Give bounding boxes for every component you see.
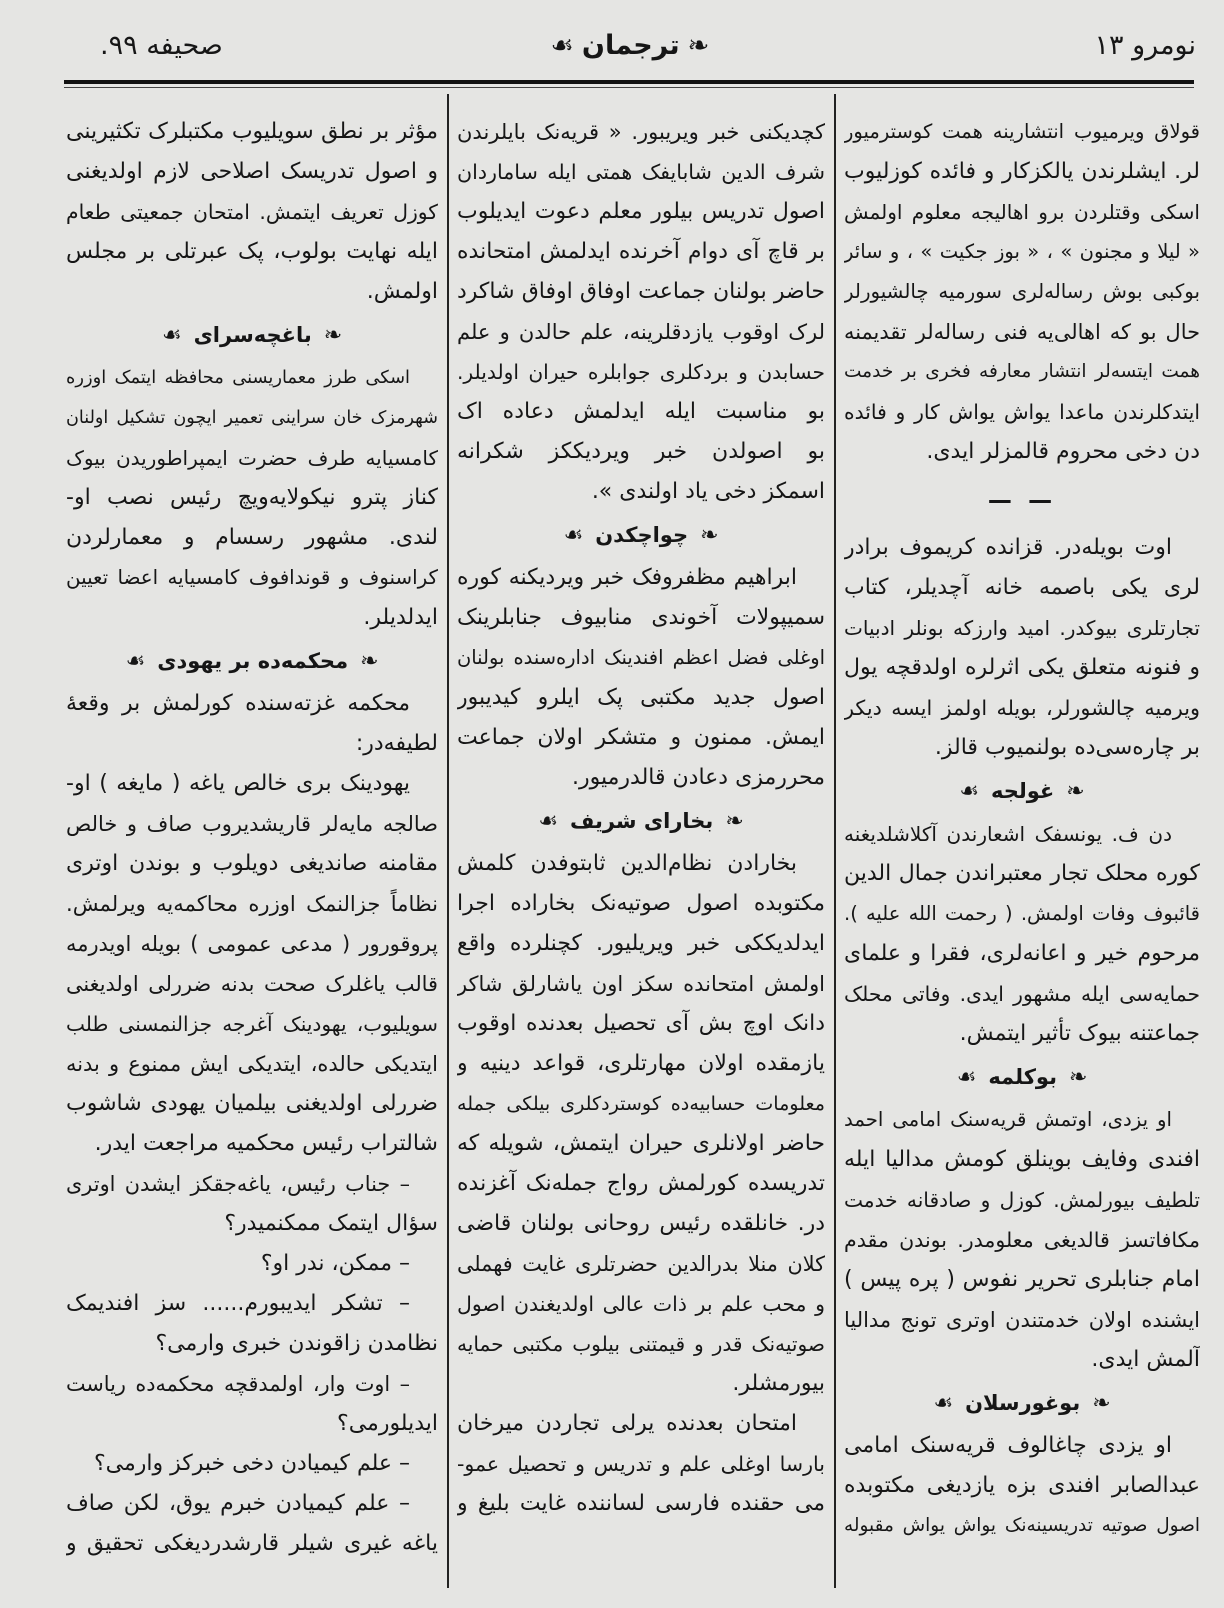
text-line: عبدالصابر افندی بزه یازدیغی مکتوبده <box>844 1473 1200 1498</box>
text-line: مقامنه صاندیغی دویلوب و بوندن اوتری <box>66 851 438 876</box>
text-line: ویرمیه چالشورلر، بویله اولمز ایسه دیکر <box>844 696 1200 720</box>
floral-ornament-icon: ☙ <box>563 523 584 548</box>
section-heading-text: غولجه <box>991 779 1055 803</box>
floral-ornament-icon: ☙ <box>933 1391 954 1416</box>
text-line: اوت بویله‌در. قزانده کریموف برادر <box>844 535 1172 560</box>
section-heading <box>457 512 825 558</box>
floral-ornament-icon: ☙ <box>125 649 146 674</box>
floral-ornament-icon: ☙ <box>959 779 979 804</box>
floral-ornament-icon: ☙ <box>161 323 182 348</box>
text-line: سمیپولات آخوندی منابیوف جنابلرینک <box>457 605 825 630</box>
page-number: صحیفه ۹۹. <box>100 30 223 61</box>
floral-ornament-icon: ☙ <box>538 809 558 834</box>
text-line: – جناب رئیس، یاغه‌جقکز ایشدن اوتری <box>66 1172 410 1196</box>
section-heading <box>457 798 825 844</box>
text-line: بیورمشلر. <box>732 1371 825 1396</box>
text-line: ایدلدیلر. <box>363 605 438 630</box>
text-line: آلمش ایدی. <box>1091 1347 1200 1372</box>
text-line: اولمش. <box>366 279 438 304</box>
text-line: یازمقده اولان مهارتلری، قواعد دینیه و <box>457 1051 825 1076</box>
text-line: – اوت وار، اولمدقچه محکمه‌ده ریاست <box>66 1372 410 1396</box>
section-heading-text: محکمه‌ده بر یهودی <box>157 649 349 673</box>
text-line: سویلیوب، یهودینک آغرجه جزالنمسنی طلب <box>66 1012 438 1036</box>
newspaper-title: ترجمان <box>581 30 680 61</box>
text-line: بر قاچ آی دوام آخرنده ایدلمش امتحانده <box>457 239 825 264</box>
text-line: لطیفه‌در: <box>355 731 438 756</box>
text-line: و محب علم بر ذات عالی اولدیغندن اصول <box>457 1292 825 1316</box>
text-line: اولمش امتحانده سکز اون یاشارلق شاکر <box>457 972 825 996</box>
text-line: قالب یاغلرک صحت بدنه ضررلی اولدیغنی <box>66 972 438 996</box>
issue-number: نومرو ۱۳ <box>1094 30 1196 61</box>
text-line: حال بو که اهالی‌یه فنی رساله‌لر تقدیمنه <box>844 320 1200 344</box>
floral-ornament-icon: ❧ <box>700 523 719 548</box>
text-line: مؤثر بر نطق سویلیوب مکتبلرک تکثیرینی <box>66 119 438 144</box>
text-line: کوره محلک تجار معتبراندن جمال الدین <box>844 861 1200 886</box>
column-right <box>844 112 1200 1546</box>
text-line: امتحان بعدنده یرلی تجاردن میرخان <box>457 1411 797 1436</box>
text-line: کلان منلا بدرالدین حضرتلری غایت فهملی <box>457 1252 825 1276</box>
text-line: حسابدن و بردکلری جوابلره حیران اولدیلر. <box>457 360 825 384</box>
text-line: بو اصولدن خبر ویردیککز شکرانه <box>457 439 825 464</box>
text-line: ایشنده اولان خدمتندن اوتری تونج مدالیا <box>844 1308 1200 1332</box>
text-line: اوغلی فضل اعظم افندینک اداره‌سنده بولنان <box>457 646 825 669</box>
text-line: حاضر بولنان جماعت اوفاق اوفاق شاکرد <box>457 279 825 304</box>
text-line: جماعتنه بیوک تأثیر ایتمش. <box>959 1021 1200 1046</box>
text-line: ایتدیکی حالده، ایتدیکی ایش ممنوع و بدنه <box>66 1052 438 1076</box>
text-line: پروقورور ( مدعی عمومی ) بویله اویدرمه <box>66 932 438 956</box>
floral-ornament-icon: ❧ <box>1066 779 1085 804</box>
text-line: صوتیه‌نک قدر و قیمتنی بیلوب مکتبی حمایه <box>457 1332 825 1356</box>
text-line: نظاماً جزالنمک اوزره محاکمه‌یه ویرلمش. <box>66 891 438 916</box>
header-rule-thin <box>64 87 1194 88</box>
text-line: افندی وفایف بوینلق کومش مدالیا ایله <box>844 1147 1200 1172</box>
text-line: کوزل تعریف ایتمش. امتحان جمعیتی طعام <box>66 200 438 224</box>
section-heading-text: بوکلمه <box>988 1065 1057 1089</box>
text-line: محررمزی دعادن قالدرمیور. <box>572 765 825 790</box>
floral-ornament-icon: ❧ <box>725 809 744 834</box>
text-line: مکتوبده اصول صوتیه‌نک بخاراده اجرا <box>457 891 825 916</box>
text-line: قائبوف وفات اولمش. ( رحمت الله علیه ). <box>844 902 1200 925</box>
text-line: شهرمزک خان سراینی تعمیر ایچون تشکیل اولنان <box>66 408 438 428</box>
text-line: لندی. مشهور رسسام و معمارلردن <box>66 525 438 550</box>
text-line: تجارتلری بیوکدر. امید وارزکه بونلر ادبیات <box>844 616 1200 640</box>
text-line: – علم کیمیادن خبرم یوق، لکن صاف <box>66 1491 410 1516</box>
text-line: شرف الدین شابایفک همتی ایله ساماردان <box>457 160 825 184</box>
section-heading <box>844 768 1200 814</box>
text-line: « لیلا و مجنون » ، « بوز جکیت » ، و سائر <box>844 240 1200 263</box>
text-line: بو مناسبت ایله ایدلمش دعاده اک <box>457 399 825 424</box>
text-line: بارسا اوغلی علم و تدریس و تحصیل عمو- <box>457 1452 825 1476</box>
text-line: همت ایتسه‌لر انتشار معارفه فخری بر خدمت <box>844 361 1200 382</box>
text-line: یهودینک بری خالص یاغه ( مایغه ) او- <box>66 771 410 796</box>
text-line: سؤال ایتمک ممکنمیدر؟ <box>224 1211 438 1236</box>
text-line: مرحوم خیر و اعانه‌لری، فقرا و علمای <box>844 941 1200 966</box>
section-heading <box>66 312 438 358</box>
text-line: می حقنده فارسی لساننده غایت بلیغ و <box>457 1491 825 1516</box>
text-line: کچدیکنی خبر ویریبور. « قریه‌نک بایلرندن <box>457 119 825 144</box>
text-line: کراسنوف و قوندافوف کامسیایه اعضا تعیین <box>66 566 438 589</box>
masthead <box>520 24 740 68</box>
text-line: ایدلدیککی خبر ویریلیور. کچنلرده واقع <box>457 931 825 956</box>
text-line: معلومات حسابیه‌ده کوستردکلری بیلکی جمله <box>457 1092 825 1115</box>
section-heading-text: بوغورسلان <box>965 1391 1081 1415</box>
section-heading-text: بخارای شریف <box>569 809 714 833</box>
text-line: تدریسده کورلمش رواج جمله‌نک آغزنده <box>457 1171 825 1196</box>
section-heading <box>844 1054 1200 1100</box>
text-line: کناز پترو نیکولایه‌ویچ رئیس نصب او- <box>66 485 438 510</box>
column-divider <box>834 94 836 1588</box>
floral-ornament-icon: ❧ <box>323 323 343 348</box>
text-line: دن ف. یونسفک اشعارندن آکلاشلدیغنه <box>844 822 1172 846</box>
text-line: قولاق ویرمیوب انتشارینه همت کوسترمیور <box>844 120 1200 143</box>
text-line: یاغه غیری شیلر قارشدردیغکی تحقیق و <box>66 1531 438 1556</box>
column-left <box>66 112 438 1564</box>
text-line: دانک اوچ بش آی تحصیل بعدنده اوقوب <box>457 1011 825 1036</box>
text-line: اسمکز دخی یاد اولندی ». <box>591 479 825 504</box>
text-line: – تشکر ایدیبورم...... سز افندیمک <box>66 1291 410 1316</box>
column-middle <box>457 112 825 1524</box>
text-line: محکمه غزته‌سنده کورلمش بر وقعهٔ <box>66 691 410 716</box>
text-line: ایتدکلرندن ماعدا یواش یواش کار و فائده <box>844 400 1200 424</box>
text-line: اصول جدید مکتبی پک ایلرو کیدیبور <box>457 685 825 710</box>
section-divider: — — <box>987 486 1057 514</box>
floral-ornament-icon: ❧ <box>1092 1391 1111 1416</box>
text-line: بخارادن نظام‌الدین ثابتوفدن کلمش <box>457 851 797 876</box>
text-line: تلطیف بیورلمش. کوزل و صادقانه خدمت <box>844 1188 1200 1212</box>
text-line: اصول تدریس بیلور معلم دعوت ایدیلوب <box>457 199 825 224</box>
text-line: در. خانلقده رئیس روحانی بولنان قاضی <box>457 1211 825 1236</box>
text-line: اصول صوتیه تدریسینه‌نک یواش یواش مقبوله <box>844 1515 1200 1536</box>
text-line: صالجه مایه‌لر قاریشدیروب صاف و خالص <box>66 812 438 836</box>
text-line: امام جنابلری تحریر نفوس ( پره پیس ) <box>844 1267 1200 1292</box>
text-line: مکافاتسز قالدیغی معلومدر. بوندن مقدم <box>844 1228 1200 1252</box>
text-line: ایمش. ممنون و متشکر اولان جماعت <box>457 725 825 750</box>
section-heading <box>844 1380 1200 1426</box>
text-line: ابراهیم مظفروفک خبر ویردیکنه کوره <box>457 565 797 590</box>
text-line: حاضر اولانلری حیران ایتمش، شویله که <box>457 1131 825 1156</box>
text-line: شالتراب رئیس محکمیه مراجعت ایدر. <box>94 1131 438 1156</box>
text-line: لر. ایشلرندن یالکزکار و فائده کوزلیوب <box>844 159 1200 184</box>
text-line: – ممکن، ندر او؟ <box>260 1251 410 1276</box>
text-line: ایدیلورمی؟ <box>337 1411 438 1436</box>
header-rule <box>64 80 1194 84</box>
text-line: بر چاره‌سی‌ده بولنمیوب قالز. <box>934 735 1200 760</box>
text-line: ایله نهایت بولوب، پک عبرتلی بر مجلس <box>66 239 438 264</box>
text-line: بوکبی بوش رساله‌لری سورمیه چالشیورلر <box>844 280 1200 303</box>
floral-ornament-icon: ☙ <box>550 31 574 61</box>
text-line: و فنونه متعلق یکی اثرلره اولدقچه یول <box>844 655 1200 680</box>
section-heading-text: باغچه‌سرای <box>193 323 312 347</box>
text-line: لری یکی باصمه خانه آچدیلر، کتاب <box>844 575 1200 600</box>
text-line: دن دخی محروم قالمزلر ایدی. <box>926 439 1200 464</box>
text-line: لرک اوقوب یازدقلرینه، علم حالدن و علم <box>457 319 825 344</box>
text-line: حمایه‌سی ایله مشهور ایدی. وفاتی محلک <box>844 982 1200 1006</box>
text-line: و اصول تدریسک اصلاحی لازم اولدیغنی <box>66 159 438 184</box>
floral-ornament-icon: ❧ <box>1068 1065 1088 1090</box>
text-line: کامسیایه طرف حضرت ایمپراطوریدن بیوک <box>66 446 438 470</box>
section-heading-text: چواچکدن <box>595 523 689 547</box>
section-heading <box>66 638 438 684</box>
column-divider <box>447 94 449 1588</box>
floral-ornament-icon: ☙ <box>956 1065 977 1090</box>
text-line: اسکی طرز معماریسنی محافظه ایتمک اوزره <box>66 367 410 388</box>
floral-ornament-icon: ❧ <box>360 649 379 674</box>
text-line: – علم کیمیادن دخی خبرکز وارمی؟ <box>93 1451 410 1476</box>
text-line: نظامدن زاقوندن خبری وارمی؟ <box>155 1331 438 1356</box>
text-line: ضررلی اولدیغنی بیلمیان یهودی شاشوب <box>66 1091 438 1116</box>
floral-ornament-icon: ❧ <box>687 31 710 61</box>
text-line: او یزدی، اوتمش قریه‌سنک امامی احمد <box>844 1108 1172 1131</box>
text-line: اسکی وقتلردن برو اهالیجه معلوم اولمش <box>844 200 1200 224</box>
text-line: او یزدی چاغالوف قریه‌سنک امامی <box>844 1433 1172 1458</box>
